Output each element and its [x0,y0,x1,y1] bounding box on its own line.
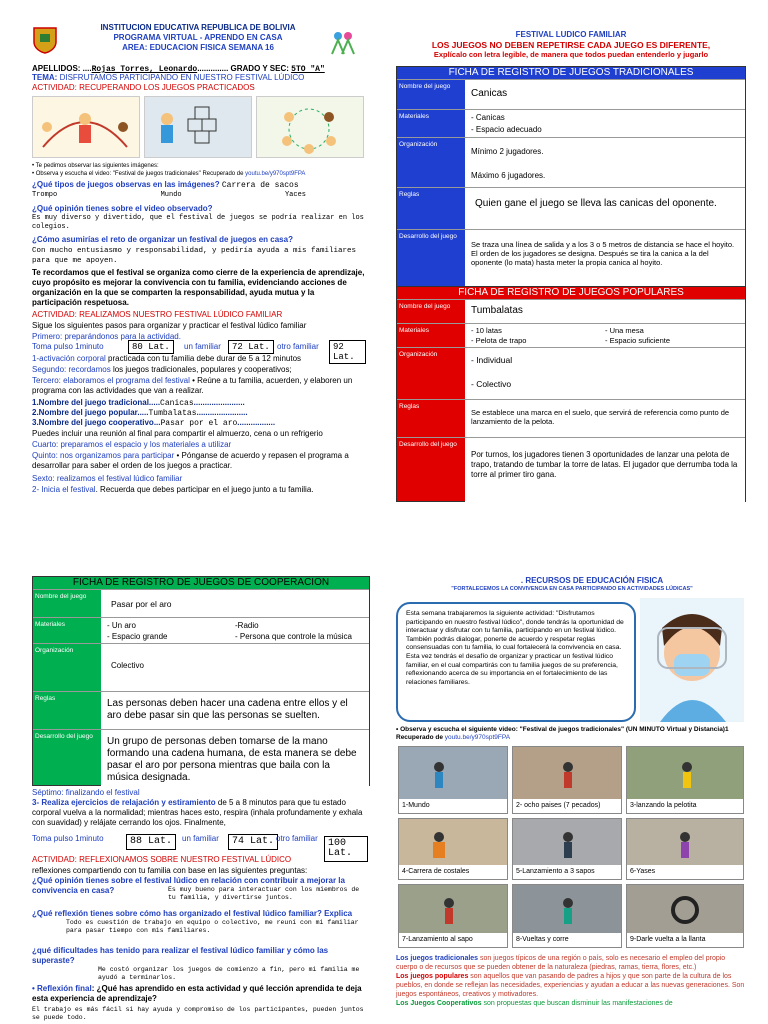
tema-value: DISFRUTAMOS PARTICIPANDO EN NUESTRO FESTIVAL LÚDICO [59,73,305,82]
step-2-text: los juegos tradicionales, populares y cooperativos; [110,365,292,374]
steps-text: Sigue los siguientes pasos para organizar y practicar el festival lúdico familiar [32,321,307,330]
answer-1b[interactable]: Trompo [32,191,58,199]
reflect-q3: ¿qué dificultades has tenido para realizar el festival lúdico familiar y cómo las superaste? [32,946,329,965]
photo-9-caption: 9-Darle vuelta a la llanta [627,933,743,947]
coop-form-header: FICHA DE REGISTRO DE JUEGOS DE COOPERACION [72,577,330,588]
step-4: Cuarto: preparamos el espacio y los materiales a utilizar [32,440,232,449]
reflect-intro: reflexiones compartiendo con tu familia con base en las siguientes preguntas: [32,866,308,875]
tema-label: TEMA: [32,73,60,82]
pulse-label: Toma pulso 1minuto [32,342,104,351]
popular-def-label: Los juegos populares [396,973,469,980]
masked-teacher-icon [640,598,744,722]
coop-material-1[interactable]: - Un aro [107,621,136,630]
photo-1-caption: 1-Mundo [399,799,507,813]
reflect-q2: ¿Qué reflexión tienes sobre cómo has organizado el festival lúdico familiar? Explica [32,909,353,918]
trad-material-1[interactable]: - Canicas [471,113,505,122]
trad-material-2[interactable]: - Espacio adecuado [471,125,542,134]
relax-label: 3- Realiza ejercicios de relajación y estiramiento [32,798,216,807]
otro-label-2: otro familiar [276,834,318,843]
pop-material-3[interactable]: - Pelota de trapo [471,336,527,345]
pop-material-2[interactable]: - Una mesa [605,326,644,335]
games-images [32,96,364,158]
traditional-def-label: Los juegos tradicionales [396,955,479,962]
question-3: ¿Cómo asumirías el reto de organizar un festival de juegos en casa? [32,235,293,244]
pop-label-rules: Reglas [399,403,420,410]
photo-6-caption: 6-Yases [627,865,743,879]
surname-label: APELLIDOS: [32,64,83,73]
step-6: Sexto: realizamos el festival lúdico familiar [32,474,183,483]
trad-label-name: Nombre del juego [399,83,451,90]
intro-paragraph: Te recordamos que el festival se organiza como cierre de la experiencia de aprendizaje, cuyo propósito es mejorar la convivencia con tu familia, evidenciando acciones de organización en la que se comparten la responsabilidad, ayuda mutua y la participación respetuosa. [32,268,365,307]
reflect-q1: ¿Qué opinión tienes sobre el festival lúdico en relación con contribuir a mejorar la convivencia en casa? [32,876,345,895]
program-name: PROGRAMA VIRTUAL - APRENDO EN CASA [113,33,283,42]
final-reflection-question: : ¿Qué has aprendido en esta actividad y qué lección aprendida te deja esta experiencia de aprendizaje? [32,984,362,1003]
coop-rules-field[interactable]: Las personas deben hacer una cadena entre ellos y el aro debe pasar sin que las personas se suelten. [101,692,369,729]
step-5: Quinto: nos organizamos para participar [32,451,175,460]
game-name-2[interactable]: Tumbalatas [148,409,197,418]
coop-material-2[interactable]: -Radio [235,621,259,630]
reflect-a2[interactable]: Todo es cuestión de trabajo en equipo o colectivo, me reuní con mi familiar para pasar tiempo con mis familiares. [66,919,359,934]
traditional-games-form [396,66,746,292]
pulse-familiar-1[interactable]: 72 Lat. [228,340,274,354]
pop-label-dev: Desarrollo del juego [399,441,457,448]
game-name-3-label: 3.Nombre del juego cooperativo [32,418,154,427]
meeting-text: Puedes incluir una reunión al final para compartir el almuerzo, cena o un refrigerio [32,429,323,438]
game-name-2-label: 2.Nombre del juego popular [32,408,138,417]
photo-9 [626,884,744,948]
photo-4 [398,818,508,880]
video-link[interactable]: youtu.be/y970spt9FPA [245,171,306,177]
start-festival-text: . Recuerda que debes participar en el juego junto a tu familia. [95,485,314,494]
school-crest-icon [32,26,58,54]
cooperative-def-label: Los Juegos Cooperativos [396,1000,482,1007]
reflect-activity-title: ACTIVIDAD: REFLEXIONAMOS SOBRE NUESTRO FESTIVAL LÚDICO [32,855,292,864]
photo-1 [398,746,508,814]
trad-label-dev: Desarrollo del juego [399,233,457,240]
question-1: ¿Qué tipos de juegos observas en las imágenes? [32,180,222,189]
circle-game-image [256,96,364,158]
photo-3 [626,746,744,814]
step-2: Segundo: recordamos [32,365,111,374]
bubble-text: Esta semana trabajaremos la siguiente actividad: "Disfrutamos participando en nuestro festival lúdico", donde tendrás la oportunidad de interactuar y disfrutar con tu familia, participando en un festival lúdico. También podrás dialogar, ponerte de acuerdo y respetar reglas consensuadas con tu familia, lo cual fortalecerá la convivencia en casa. Esta vez tendrás el desafío de organizar y practicar un festival lúdico familiar, en el cual compartirás con tu familia juegos de su preferencia, reflexionando acerca de su importancia en el fortalecimiento de las relaciones familiares. [406,610,624,686]
right-bottom-page [396,576,748,1024]
pop-label-name: Nombre del juego [399,303,451,310]
question-2: ¿Qué opinión tienes sobre el video observado? [32,204,213,213]
pulse-label-2: Toma pulso 1minuto [32,834,104,843]
activation-label: 1-activación corporal [32,354,106,363]
coop-material-4[interactable]: - Persona que controle la música [235,632,352,641]
coop-org-field[interactable]: Colectivo [101,644,369,691]
final-reflection-label: • Reflexión final [32,984,92,993]
pulse-familiar-2[interactable]: 92 Lat. [329,340,366,364]
left-bottom-page [28,576,373,1024]
pop-label-materials: Materiales [399,327,429,334]
festival-subtitle-1: LOS JUEGOS NO DEBEN REPETIRSE CADA JUEGO ES DIFERENTE, [431,40,711,50]
popular-def: son aquellos que van pasando de padres a hijos y que son parte de la cultura de los pueblos, en donde se reflejan las necesidades, experiencias y ayudan a educar a las nuevas generaciones. Son juegos espontáneos, creativos y motivadores. [396,973,745,998]
coop-name-field[interactable]: Pasar por el aro [101,590,369,617]
coop-label-name: Nombre del juego [35,593,87,600]
resources-subtitle: "FORTALECEMOS LA CONVIVENCIA EN CASA PARTICIPANDO EN ACTIVIDADES LÚDICAS" [451,586,693,592]
photo-3-caption: 3-lanzando la pelotita [627,799,743,813]
coop-label-materials: Materiales [35,621,65,628]
coop-label-org: Organización [35,647,74,654]
resources-title: . RECURSOS DE EDUCACIÓN FISICA [520,576,664,585]
photo-8 [512,884,622,948]
grade-label: GRADO Y SEC: [230,64,292,73]
photo-4-caption: 4-Carrera de costales [399,865,507,879]
pop-org-2[interactable]: - Colectivo [471,379,512,389]
kids-logo-icon [328,28,358,56]
activity-2-title: ACTIVIDAD: REALIZAMOS NUESTRO FESTIVAL LÚDICO FAMILIAR [32,310,283,319]
trad-org-2[interactable]: Máximo 6 jugadores. [471,171,546,180]
festival-subtitle-2: Explícalo con letra legible, de manera que todos puedan entenderlo y jugarlo [433,50,709,59]
photo-2-caption: 2- ocho paises (7 pecados) [513,799,621,813]
trad-org-1[interactable]: Mínimo 2 jugadores. [471,147,544,156]
popular-games-form [396,286,746,502]
pop-name-field[interactable]: Tumbalatas [465,300,745,323]
coop-dev-field[interactable]: Un grupo de personas deben tomarse de la mano formando una cadena humana, de esta manera se debe pasar el aro por persona mientras que baila con la música designada. [101,730,369,787]
traditional-def: son juegos típicos de una región o país, solo es necesario el empleo del propio cuerpo o de recursos que se pueden obtener de la naturaleza (piedras, ramas, tierra, flores, etc.) [396,955,726,971]
hopscotch-image [144,96,252,158]
relax-text: de 5 a 8 minutos para que tu estado corporal vuelva a la normalidad; mientras haces esto, respira (inhala profundamente y exhala con suavidad) y relájate cerrando los ojos. Finalmente, [32,798,363,827]
step-3-text: • Reúne a tu familia, acuerden, y elaboren un programa con las actividades que van a realizar. [32,376,353,395]
step-7: Séptimo: finalizando el festival [32,788,140,797]
right-top-page [396,20,746,500]
reflect-a1[interactable]: Es muy bueno para interactuar con los miembros de tu familia, y divertirse juntos. [168,886,360,901]
left-top-page: INSTITUCION EDUCATIVA REPUBLICA DE BOLIVIA PROGRAMA VIRTUAL - APRENDO EN CASA AREA: EDUCACION FISICA SEMANA 16 APELLIDOS: ....Rojas Torres, Leonardo.............. GRADO Y SEC: 5TO "A" TEMA: DISFRUTAMOS PARTICIPANDO EN NUESTRO FESTIVAL LÚDICO ACTIVIDAD: RECUPERANDO LOS JUEGOS PRACTICADOS • Te pedimos observar las siguientes imágenes: • Observa y escucha el video: "Festival de juegos tradicionales" Recuperado de youtu.be/y970spt9FPA ¿Qué tipos de juegos observas en las imágenes? Carrera de sacos Trompo Mundo Yaces ¿Qué opinión tienes sobre el video observado? Es muy diverso y divertido, que el festival de juegos se podría realizar en los colegios. ¿Cómo asumirías el reto de organizar un festival de juegos en casa? Con mucho entusiasmo y responsabilidad, y pediría ayuda a mis familiares para que me apoyen. Te recordamos que el festival se organiza como cierre de la experiencia de aprendizaje, cuyo propósito es mejorar la convivencia con tu familia, evidenciando acciones de organización en la que se comparten la responsabilidad, ayuda mutua y la participación respetuosa. ACTIVIDAD: REALIZAMOS NUESTRO FESTIVAL LÚDICO FAMILIAR Sigue los siguientes pasos para organizar y practicar el festival lúdico familiar Primero: preparándonos para la actividad. Toma pulso 1minuto 80 Lat. un familiar 72 Lat. otro familiar 92 Lat. 1-activación corporal practicada con tu familia debe durar de 5 a 12 minutos Segundo: recordamos los juegos tradicionales, populares y cooperativos; Tercero: elaboramos el programa del festival • Reúne a tu familia, acuerden, y elaboren un programa con las actividades que van a realizar. 1.Nombre del juego tradicional.....Canicas....................... 2.Nombre del juego popular.....Tumbalatas....................... 3.Nombre del juego cooperativo...Pasar por el aro................. Puedes incluir una reunión al final para compartir el almuerzo, cena o un refrigerio Cuarto: preparamos el espacio y los materiales a utilizar Quinto: nos organizamos para participar • Pónganse de acuerdo y repasen el programa a desarrollar para saber el orden de los juegos a practicar. Sexto: realizamos el festival lúdico familiar 2- Inicia el festival. Recuerda que debes participar en el juego junto a tu familia. [32,23,365,494]
photo-2 [512,746,622,814]
final-reflection-answer[interactable]: El trabajo es más fácil si hay ayuda y compromiso de los participantes, pueden juntos se puede todo. [32,1006,364,1021]
photo-7-caption: 7-Lanzamiento al sapo [399,933,507,947]
area-week: AREA: EDUCACION FISICA SEMANA 16 [122,43,274,52]
cooperative-games-form [32,576,370,786]
coop-material-3[interactable]: - Espacio grande [107,632,168,641]
traditional-form-header: FICHA DE REGISTRO DE JUEGOS TRADICIONALES [448,67,694,78]
resources-video-link[interactable]: youtu.be/y970spt9FPA [444,734,511,741]
trad-rules-field[interactable]: Quien gane el juego se lleva las canicas del oponente. [465,188,745,229]
popular-form-header: FICHA DE REGISTRO DE JUEGOS POPULARES [458,287,684,298]
answer-1c[interactable]: Mundo [160,191,182,199]
familiar-label: un familiar [184,342,221,351]
pop-rules-field[interactable]: Se establece una marca en el suelo, que servirá de referencia como punto de lanzamiento de la pelota. [465,400,745,437]
pop-org-1[interactable]: - Individual [471,355,513,365]
otro-label: otro familiar [277,342,319,351]
step-1: Primero: preparándonos para la actividad. [32,332,181,341]
pop-dev-field[interactable]: Por turnos, los jugadores tienen 3 oportunidades de lanzar una pelota de trapo, tratando de tumbar la torre de latas. El jugador que derrumba toda la torre al primer tiro gana. [465,438,745,503]
pulse-self[interactable]: 80 Lat. [128,340,174,354]
start-festival: 2- Inicia el festival [32,485,96,494]
cooperative-def: son propuestas que buscan disminuir las manifestaciones de [481,1000,673,1007]
activity-title: ACTIVIDAD: RECUPERANDO LOS JUEGOS PRACTICADOS [32,83,255,92]
instruction-1: • Te pedimos observar las siguientes imágenes: [32,163,159,169]
answer-3[interactable]: Con mucho entusiasmo y responsabilidad, y pediría ayuda a mis familiares para que me apoyen. [32,247,357,265]
familiar-label-2: un familiar [182,834,219,843]
step-5-text: • Pónganse de acuerdo y repasen el programa a desarrollar para saber el orden de los juegos a practicar. [32,451,349,470]
observe-text: • Observa y escucha el siguiente video: "Festival de juegos tradicionales" (UN MINUTO Virtual y Distancia)1 Recuperado de [396,726,729,741]
photo-5 [512,818,622,880]
answer-1d[interactable]: Yaces [284,191,306,199]
surname-field[interactable]: Rojas Torres, Leonardo [91,65,198,74]
pop-label-org: Organización [399,351,438,358]
trad-name-field[interactable]: Canicas [465,80,745,109]
pulse-familiar-2b[interactable]: 100 Lat. [324,836,368,862]
game-name-1-label: 1.Nombre del juego tradicional [32,398,149,407]
jump-rope-image [32,96,140,158]
trad-label-materials: Materiales [399,113,429,120]
game-name-1[interactable]: Canicas [160,399,194,408]
trad-dev-field[interactable]: Se traza una línea de salida y a los 3 o 5 metros de distancia se hace el hoyito. El orden de los jugadores se designa. Después se tira la canica a la del oponente (lo mata) hasta meter la propia canica al hoyito. [465,230,745,289]
activation-text: practicada con tu familia debe durar de 5 a 12 minutos [105,354,302,363]
pop-material-1[interactable]: - 10 latas [471,326,502,335]
game-name-3[interactable]: Pasar por el aro [160,419,238,428]
step-3: Tercero: elaboramos el programa del festival [32,376,190,385]
photo-6 [626,818,744,880]
answer-1a[interactable]: Carrera de sacos [221,181,299,190]
pulse-familiar-1b[interactable]: 74 Lat. [228,834,278,850]
photo-7 [398,884,508,948]
instruction-2: • Observa y escucha el video: "Festival de juegos tradicionales" Recuperado de [32,171,246,177]
answer-2[interactable]: Es muy diverso y divertido, que el festival de juegos se podría realizar en los colegios. [32,214,364,231]
reflect-a3[interactable]: Me costó organizar los juegos de comienzo a fin, pero mi familia me ayudó a terminarlos. [98,966,360,981]
coop-label-rules: Reglas [35,695,56,702]
speech-bubble [396,602,636,722]
trad-label-rules: Reglas [399,191,420,198]
photo-8-caption: 8-Vueltas y corre [513,933,621,947]
pop-material-4[interactable]: - Espacio suficiente [605,336,671,345]
pulse-self-2[interactable]: 88 Lat. [126,834,176,850]
festival-title: FESTIVAL LUDICO FAMILIAR [515,30,627,39]
trad-label-org: Organización [399,141,438,148]
photo-5-caption: 5-Lanzamiento a 3 sapos [513,865,621,879]
school-name: INSTITUCION EDUCATIVA REPUBLICA DE BOLIVIA [100,23,296,32]
grade-field[interactable]: 5TO "A" [291,65,325,74]
coop-label-dev: Desarrollo del juego [35,733,93,740]
